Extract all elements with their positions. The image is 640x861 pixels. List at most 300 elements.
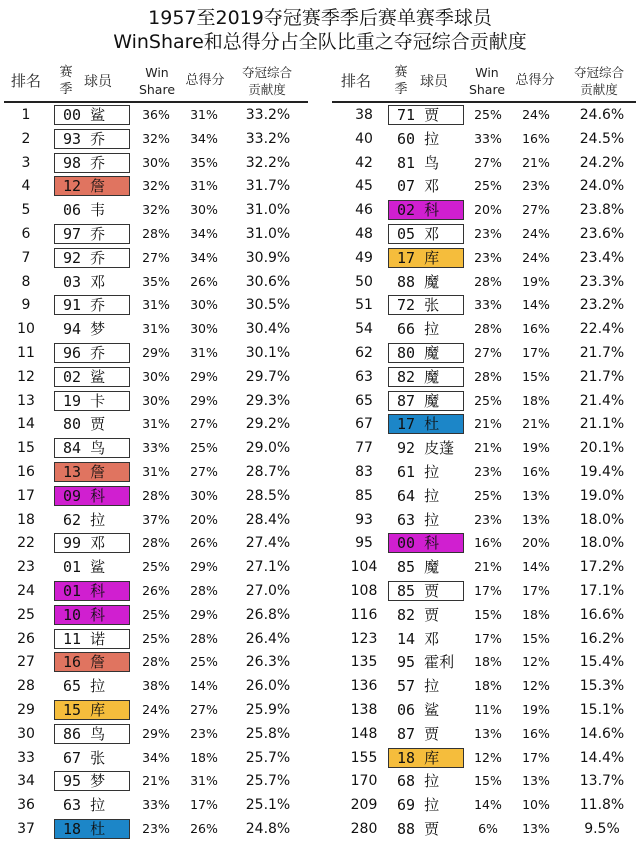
contribution-cell: 28.5% [245,487,291,504]
table-row [328,770,638,792]
left-table-header [0,62,310,100]
winshare-cell: 38% [142,678,170,694]
points-share-cell: 27% [190,464,218,479]
contribution-cell: 29.2% [245,416,291,433]
player-cell: 06 韦 [63,201,106,220]
points-share-cell: 20% [190,511,218,527]
rank-cell: 24 [17,583,35,599]
points-share-cell: 24% [522,249,550,265]
player-cell: 94 梦 [63,320,106,339]
player-cell: 17 库 [388,248,464,268]
header-contribution [564,64,634,98]
table-row [328,532,638,554]
winshare-cell: 21% [474,416,502,432]
player-cell: 63 拉 [63,796,106,815]
table-row [0,651,310,673]
contribution-cell: 24.6% [579,107,625,123]
table-row [328,175,638,197]
header-season-top: 赛 [59,65,73,80]
contribution-cell: 17.2% [579,559,625,576]
contribution-cell: 29.7% [245,368,291,385]
points-share-cell: 30% [190,321,218,337]
rank-cell: 28 [17,678,35,695]
rank-cell: 83 [355,464,373,480]
contribution-cell: 27.0% [245,583,291,599]
rank-cell: 135 [350,654,378,671]
contribution-cell: 15.3% [579,678,625,695]
table-row [328,366,638,388]
points-share-cell: 17% [522,345,550,360]
rank-cell: 37 [17,821,35,837]
winshare-cell: 28% [474,368,502,384]
contribution-cell: 33.2% [245,107,291,123]
contribution-cell: 27.1% [245,559,291,576]
rank-cell: 108 [350,583,378,599]
page-title: 1957至2019夺冠赛季季后赛单赛季球员 [148,7,492,29]
player-cell: 80 魔 [388,343,464,363]
player-cell: 63 拉 [397,510,440,529]
table-row [328,747,638,769]
player-cell: 09 科 [54,486,130,506]
table-row [0,104,310,126]
contribution-cell: 15.1% [579,702,625,718]
points-share-cell: 31% [190,345,218,360]
rank-cell: 6 [21,226,31,242]
contribution-cell: 14.6% [579,725,625,742]
header-rank: 排名 [10,72,41,90]
winshare-cell: 31% [142,297,170,313]
header-divider [332,101,636,103]
rank-cell: 9 [21,297,31,314]
player-cell: 65 拉 [63,677,106,696]
points-share-cell: 29% [190,368,218,384]
rank-cell: 65 [355,392,373,409]
points-share-cell: 28% [190,630,218,646]
rank-cell: 8 [21,273,31,290]
rank-cell: 85 [355,487,373,504]
rank-cell: 5 [21,202,31,219]
rank-cell: 3 [21,154,31,171]
winshare-cell: 25% [474,178,502,194]
winshare-cell: 31% [142,416,170,432]
winshare-cell: 31% [142,464,170,479]
contribution-cell: 31.0% [245,202,291,219]
points-share-cell: 13% [522,511,550,527]
points-share-cell: 26% [190,273,218,289]
winshare-cell: 33% [474,297,502,313]
winshare-cell: 33% [142,797,170,813]
points-share-cell: 31% [190,178,218,194]
player-cell: 17 杜 [388,414,464,434]
rank-cell: 67 [355,416,373,433]
winshare-cell: 27% [474,154,502,170]
rank-cell: 42 [355,154,373,171]
contribution-cell: 23.3% [579,273,625,290]
player-cell: 95 霍利 [397,653,455,672]
table-row [328,413,638,435]
contribution-cell: 30.5% [245,297,291,314]
rank-cell: 209 [350,797,378,814]
contribution-cell: 23.8% [579,202,625,219]
winshare-cell: 26% [142,583,170,598]
winshare-cell: 15% [474,606,502,622]
points-share-cell: 15% [522,630,550,646]
table-row [0,413,310,435]
contribution-cell: 22.4% [579,321,625,338]
right-table-header [328,62,638,100]
winshare-cell: 21% [474,559,502,575]
winshare-cell: 29% [142,725,170,741]
player-cell: 87 魔 [388,391,464,411]
table-row [328,128,638,150]
header-player: 球员 [420,74,448,90]
table-row [0,675,310,697]
player-cell: 05 邓 [388,224,464,244]
header-divider [4,101,308,103]
rank-cell: 2 [21,130,31,147]
player-cell: 16 詹 [54,652,130,672]
winshare-cell: 29% [142,345,170,360]
points-share-cell: 34% [190,226,218,241]
header-points: 总得分 [515,73,555,88]
contribution-cell: 21.7% [579,345,625,361]
player-cell: 61 拉 [397,463,440,481]
winshare-cell: 36% [142,107,170,122]
table-row [328,485,638,507]
header-winshare-bottom: Share [468,82,506,97]
table-row [0,128,310,150]
table-row [0,604,310,626]
points-share-cell: 30% [190,487,218,503]
header-season-bottom: 季 [59,82,73,97]
rank-cell: 26 [17,630,35,647]
points-share-cell: 16% [522,725,550,741]
table-row [328,509,638,531]
rank-cell: 33 [17,749,35,766]
winshare-cell: 6% [478,821,498,836]
contribution-cell: 21.7% [579,368,625,385]
rank-cell: 22 [17,535,35,552]
table-row [328,556,638,578]
rank-cell: 63 [355,368,373,385]
rank-cell: 11 [17,345,35,361]
contribution-cell: 30.9% [245,249,291,266]
points-share-cell: 28% [190,583,218,598]
contribution-cell: 23.2% [579,297,625,314]
header-contribution-bottom: 贡献度 [248,82,286,97]
player-cell: 64 拉 [397,486,440,505]
player-cell: 11 诺 [54,629,130,649]
table-row [328,318,638,340]
points-share-cell: 14% [190,678,218,694]
points-share-cell: 16% [522,321,550,337]
contribution-cell: 29.0% [245,440,291,457]
winshare-cell: 25% [474,107,502,122]
contribution-cell: 19.0% [579,487,625,504]
table-row [0,437,310,459]
points-share-cell: 17% [522,749,550,765]
points-share-cell: 19% [522,702,550,717]
header-season [391,64,411,98]
player-cell: 92 皮蓬 [397,439,455,458]
points-share-cell: 27% [190,416,218,432]
player-cell: 10 科 [54,605,130,625]
contribution-cell: 29.3% [245,392,291,409]
points-share-cell: 24% [522,226,550,241]
contribution-cell: 30.1% [245,345,291,361]
winshare-cell: 23% [142,821,170,836]
winshare-cell: 25% [142,606,170,622]
rank-cell: 104 [350,559,378,576]
points-share-cell: 29% [190,392,218,408]
header-season-bottom: 季 [394,82,408,97]
table-row [328,818,638,840]
table-row [0,818,310,840]
header-winshare-top: Win [145,65,169,80]
player-cell: 02 鲨 [54,367,130,387]
header-season [56,64,76,98]
rank-cell: 54 [355,321,373,338]
table-row [328,390,638,412]
rank-cell: 155 [350,749,378,766]
table-row [328,461,638,483]
winshare-cell: 35% [142,273,170,289]
player-cell: 82 贾 [397,605,440,624]
points-share-cell: 30% [190,202,218,218]
rank-cell: 62 [355,345,373,361]
player-cell: 62 拉 [63,510,106,529]
contribution-cell: 19.4% [579,464,625,480]
rank-cell: 280 [350,821,378,837]
player-cell: 88 魔 [397,272,440,291]
winshare-cell: 12% [474,749,502,765]
winshare-cell: 20% [474,202,502,218]
winshare-cell: 23% [474,226,502,241]
contribution-cell: 24.5% [579,130,625,147]
winshare-cell: 25% [142,630,170,646]
points-share-cell: 23% [522,178,550,194]
contribution-cell: 32.2% [245,154,291,171]
table-row [328,604,638,626]
winshare-cell: 16% [474,535,502,551]
contribution-cell: 25.1% [245,797,291,814]
winshare-cell: 30% [142,368,170,384]
player-cell: 88 贾 [397,820,440,838]
player-cell: 99 邓 [54,533,130,553]
player-cell: 93 乔 [54,129,130,149]
points-share-cell: 29% [190,559,218,575]
winshare-cell: 27% [474,345,502,360]
contribution-cell: 30.4% [245,321,291,338]
contribution-cell: 27.4% [245,535,291,552]
rank-cell: 16 [17,464,35,480]
player-cell: 60 拉 [397,129,440,148]
player-cell: 07 邓 [397,177,440,196]
contribution-cell: 23.4% [579,249,625,266]
table-row [328,223,638,245]
player-cell: 01 鲨 [63,558,106,577]
winshare-cell: 14% [474,797,502,813]
winshare-cell: 28% [474,273,502,289]
points-share-cell: 20% [522,535,550,551]
header-contribution-top: 夺冠综合 [241,65,292,80]
contribution-cell: 18.0% [579,535,625,552]
player-cell: 06 鲨 [397,701,440,719]
header-player: 球员 [84,74,112,90]
player-cell: 19 卡 [54,391,130,411]
contribution-cell: 16.2% [579,630,625,647]
rank-cell: 25 [17,606,35,623]
table-row [328,437,638,459]
rank-cell: 17 [17,487,35,504]
rank-cell: 170 [350,773,378,790]
winshare-cell: 33% [474,130,502,146]
table-row [0,509,310,531]
contribution-cell: 20.1% [579,440,625,457]
winshare-cell: 17% [474,630,502,646]
contribution-cell: 28.4% [245,511,291,528]
winshare-cell: 32% [142,130,170,146]
rank-cell: 18 [17,511,35,528]
winshare-cell: 33% [142,440,170,456]
rank-cell: 77 [355,440,373,457]
rank-cell: 148 [350,725,378,742]
contribution-cell: 14.4% [579,749,625,766]
winshare-cell: 30% [142,392,170,408]
header-season-top: 赛 [394,65,408,80]
player-cell: 66 拉 [397,320,440,339]
points-share-cell: 26% [190,535,218,551]
header-winshare [134,64,180,98]
table-row [328,699,638,721]
player-cell: 12 詹 [54,176,130,196]
contribution-cell: 21.4% [579,392,625,409]
table-row [328,723,638,745]
player-cell: 98 乔 [54,153,130,173]
winshare-cell: 32% [142,178,170,194]
points-share-cell: 30% [190,297,218,313]
player-cell: 85 贾 [388,581,464,601]
contribution-cell: 23.6% [579,226,625,242]
points-share-cell: 21% [522,154,550,170]
table-row [0,294,310,316]
points-share-cell: 15% [522,368,550,384]
winshare-cell: 21% [474,440,502,456]
rank-cell: 14 [17,416,35,433]
player-cell: 18 杜 [54,819,130,839]
table-row [0,699,310,721]
winshare-cell: 23% [474,464,502,479]
rank-cell: 93 [355,511,373,528]
table-row [0,199,310,221]
header-winshare [464,64,510,98]
table-row [0,390,310,412]
rank-cell: 123 [350,630,378,647]
points-share-cell: 27% [522,202,550,218]
rank-cell: 38 [355,107,373,123]
rank-cell: 40 [355,130,373,147]
table-row [328,294,638,316]
points-share-cell: 19% [522,440,550,456]
winshare-cell: 32% [142,202,170,218]
winshare-cell: 23% [474,249,502,265]
rank-cell: 1 [21,107,31,123]
points-share-cell: 19% [522,273,550,289]
player-cell: 02 科 [388,200,464,220]
rank-cell: 27 [17,654,35,671]
points-share-cell: 34% [190,249,218,265]
table-row [328,628,638,650]
contribution-cell: 13.7% [579,773,625,790]
table-row [0,723,310,745]
winshare-cell: 11% [474,702,502,717]
winshare-cell: 18% [474,654,502,670]
player-cell: 82 魔 [388,367,464,387]
winshare-cell: 28% [142,226,170,241]
table-row [328,247,638,269]
contribution-cell: 9.5% [584,821,620,837]
contribution-cell: 25.7% [245,773,291,790]
player-cell: 00 科 [388,533,464,553]
winshare-cell: 17% [474,583,502,598]
points-share-cell: 13% [522,487,550,503]
winshare-cell: 15% [474,773,502,789]
points-share-cell: 23% [190,725,218,741]
points-share-cell: 25% [190,654,218,670]
table-row [328,152,638,174]
player-cell: 81 鸟 [397,153,440,172]
rank-cell: 95 [355,535,373,552]
rank-cell: 29 [17,702,35,718]
player-cell: 13 詹 [54,462,130,482]
winshare-cell: 30% [142,154,170,170]
rank-cell: 4 [21,178,31,195]
player-cell: 72 张 [388,295,464,315]
contribution-cell: 26.8% [245,606,291,623]
points-share-cell: 24% [522,107,550,122]
header-winshare-bottom: Share [138,82,176,97]
contribution-cell: 31.0% [245,226,291,242]
rank-cell: 13 [17,392,35,409]
points-share-cell: 12% [522,654,550,670]
contribution-cell: 24.2% [579,154,625,171]
player-cell: 85 魔 [397,558,440,577]
table-row [0,152,310,174]
winshare-cell: 13% [474,725,502,741]
rank-cell: 10 [17,321,35,338]
winshare-cell: 25% [142,559,170,575]
player-cell: 80 贾 [63,415,106,434]
contribution-cell: 16.6% [579,606,625,623]
table-row [0,794,310,816]
table-row [0,532,310,554]
contribution-cell: 33.2% [245,130,291,147]
winshare-cell: 31% [142,321,170,337]
points-share-cell: 26% [190,821,218,836]
player-cell: 95 梦 [54,771,130,791]
table-row [0,247,310,269]
player-cell: 15 库 [54,700,130,720]
contribution-cell: 11.8% [579,797,625,814]
winshare-cell: 21% [142,773,170,789]
points-share-cell: 13% [522,821,550,836]
table-row [0,342,310,364]
rank-cell: 23 [17,559,35,576]
table-row [0,461,310,483]
table-row [328,271,638,293]
contribution-cell: 18.0% [579,511,625,528]
winshare-cell: 37% [142,511,170,527]
